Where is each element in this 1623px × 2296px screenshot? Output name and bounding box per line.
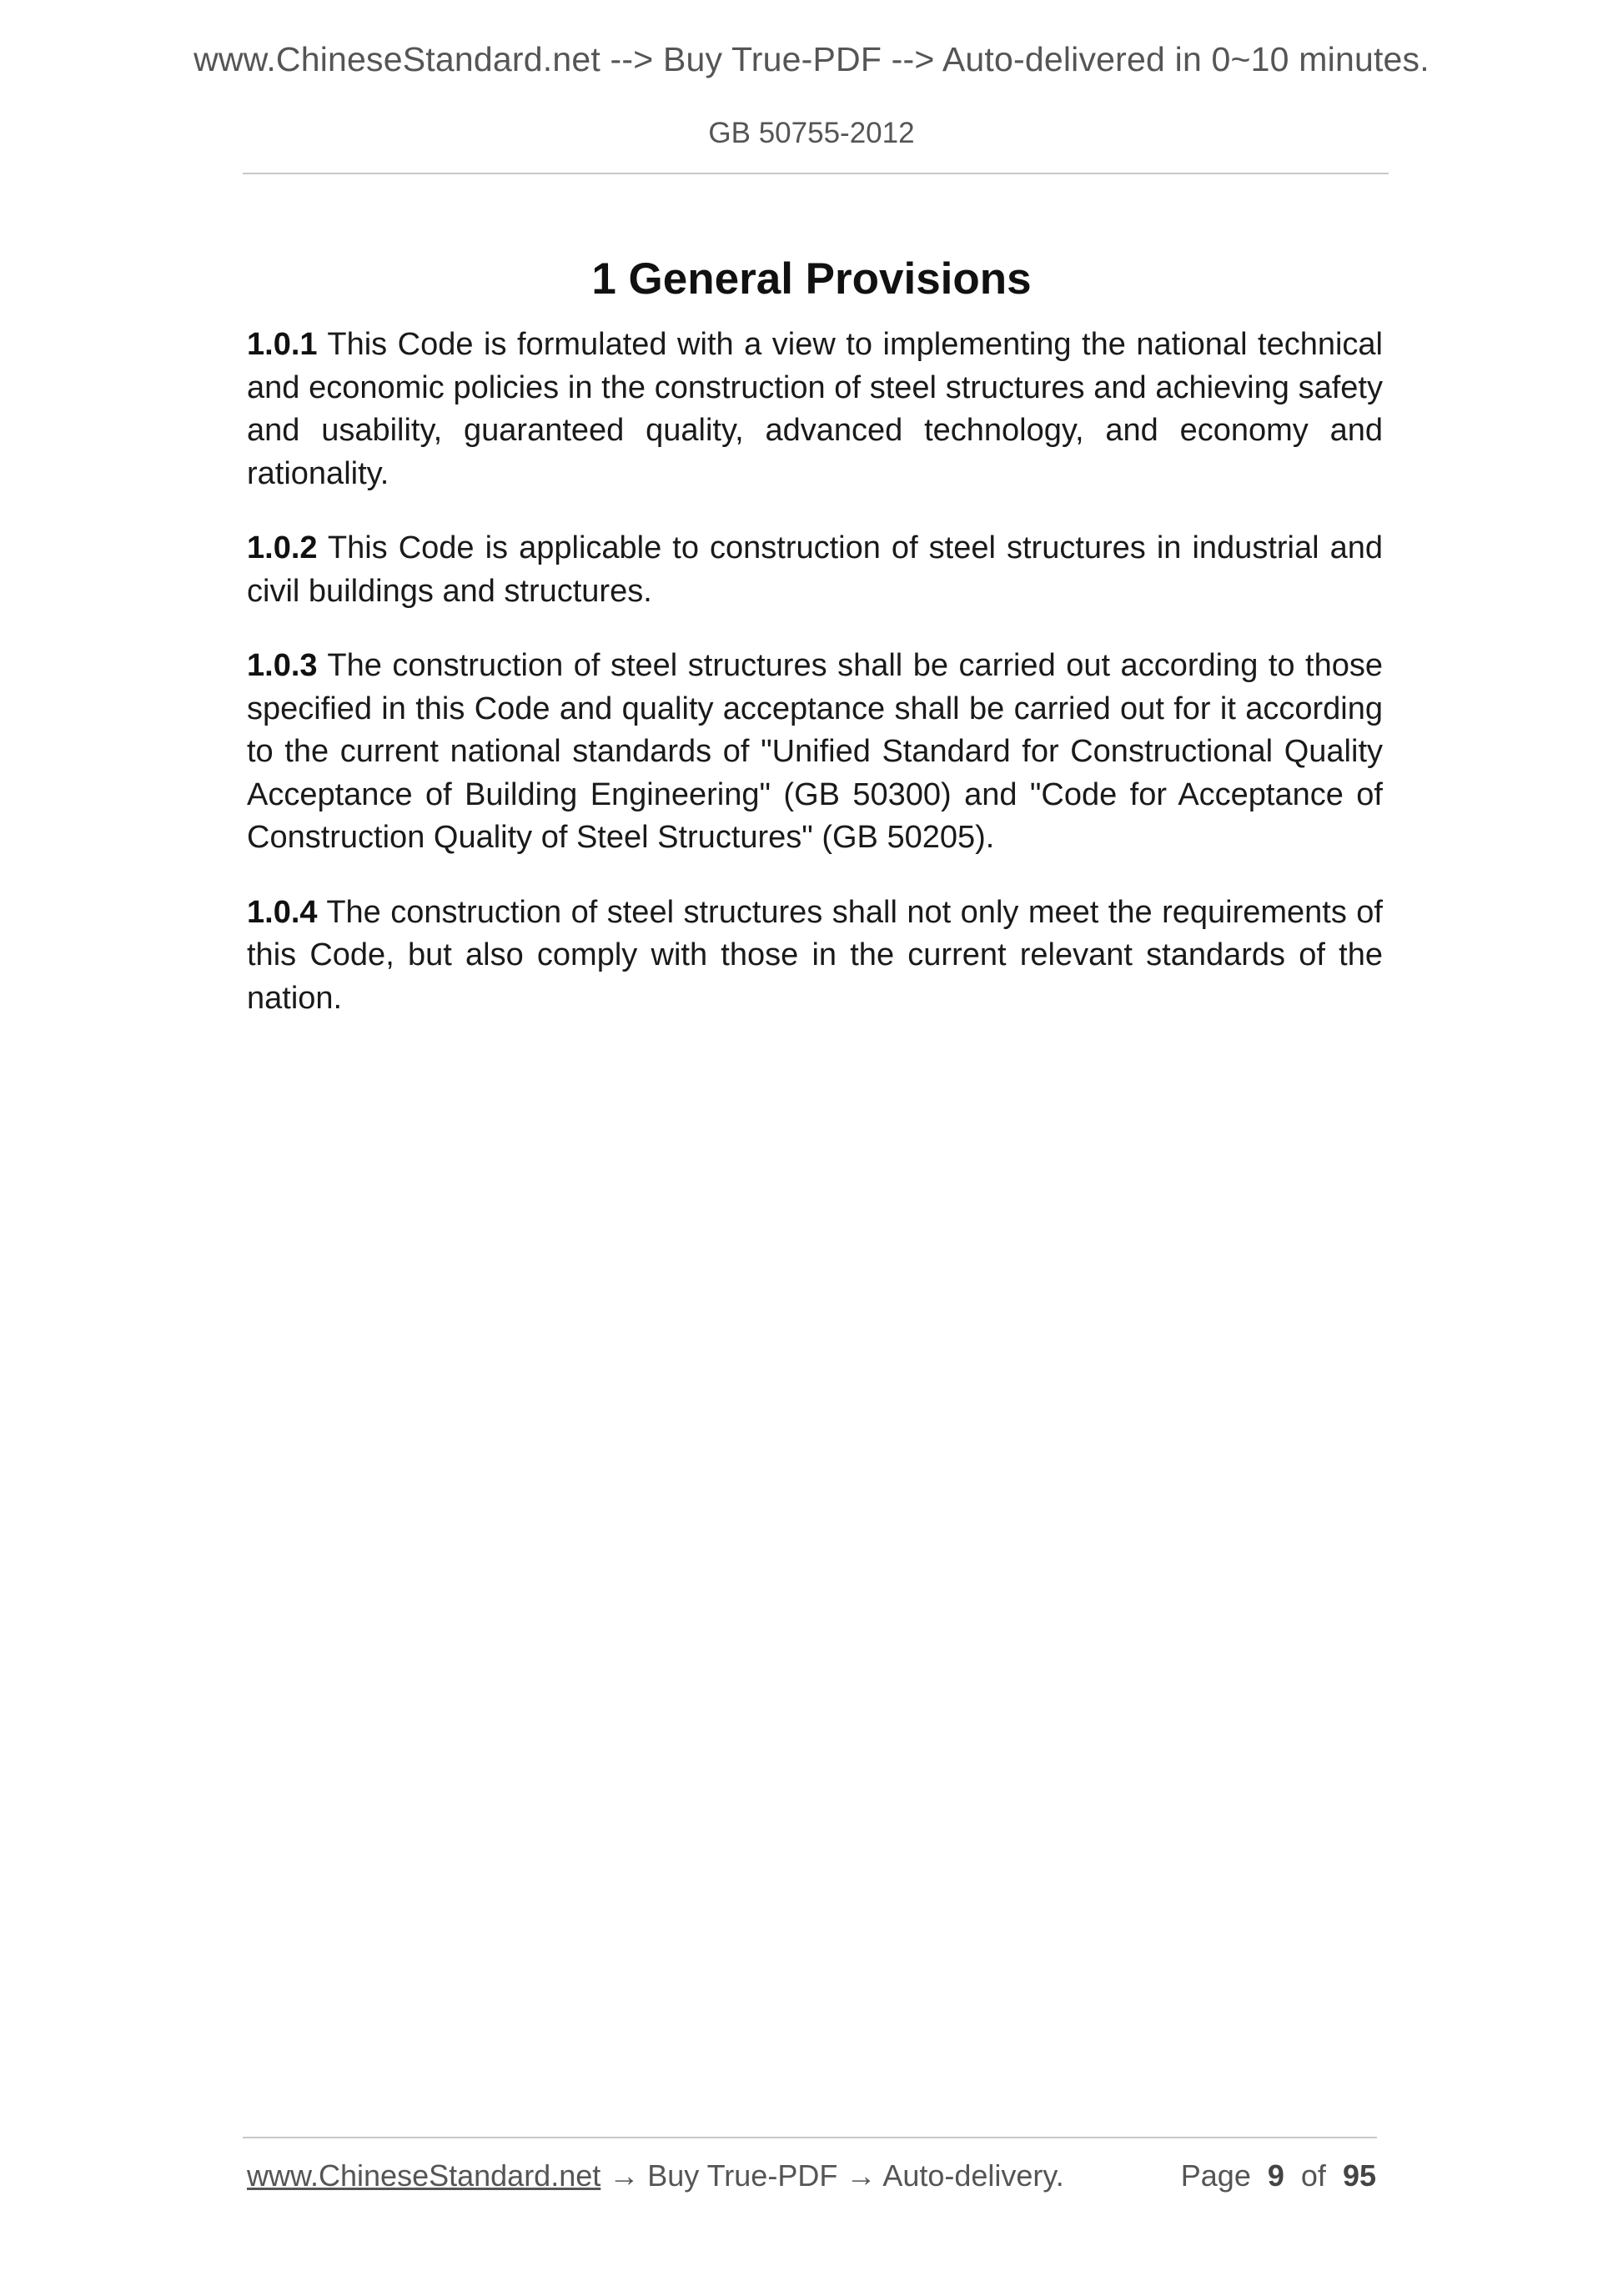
page-label: Page	[1180, 2158, 1251, 2193]
website-link[interactable]: www.ChineseStandard.net	[247, 2158, 601, 2193]
top-banner: www.ChineseStandard.net --> Buy True-PDF --> Auto-delivered in 0~10 minutes.	[193, 40, 1430, 78]
header-divider	[243, 173, 1389, 174]
clause-text: The construction of steel structures shall not only meet the requirements of this Code, but also comply with those in the current relevant standards of the nation.	[247, 894, 1383, 1016]
clause-1-0-2	[247, 527, 1383, 613]
footer-tagline: → Buy True-PDF → Auto-delivery.	[600, 2158, 1064, 2193]
clause-number: 1.0.3	[247, 648, 318, 683]
chapter-title: 1 General Provisions	[591, 254, 1032, 304]
clause-number: 1.0.4	[247, 894, 318, 930]
clause-text: This Code is applicable to construction of steel structures in industrial and civil buildings and structures.	[247, 530, 1383, 609]
document-body	[247, 324, 1383, 1052]
clause-1-0-1	[247, 324, 1383, 495]
clause-number: 1.0.2	[247, 530, 318, 565]
page-indicator	[1181, 2158, 1376, 2193]
page-total: 95	[1342, 2158, 1376, 2193]
footer-promo	[247, 2158, 1064, 2193]
clause-text: This Code is formulated with a view to implementing the national technical and economic policies in the construction of steel structures and achieving safety and usability, guaranteed quality, advanced technology, and economy and rationality.	[247, 327, 1384, 491]
clause-text: The construction of steel structures shall be carried out according to those specified in this Code and quality acceptance shall be carried out for it according to the current national standards of "Unified Standard for Constructional Quality Acceptance of Building Engineering" (GB 50300) and "Code for Acceptance of Construction Quality of Steel Structures" (GB 50205).	[247, 648, 1384, 855]
footer-divider	[243, 2137, 1377, 2138]
page-of: of	[1300, 2158, 1326, 2193]
standard-code: GB 50755-2012	[708, 117, 915, 149]
clause-1-0-4	[247, 892, 1383, 1021]
clause-1-0-3	[247, 645, 1383, 860]
page-current: 9	[1267, 2158, 1284, 2193]
clause-number: 1.0.1	[247, 327, 318, 362]
